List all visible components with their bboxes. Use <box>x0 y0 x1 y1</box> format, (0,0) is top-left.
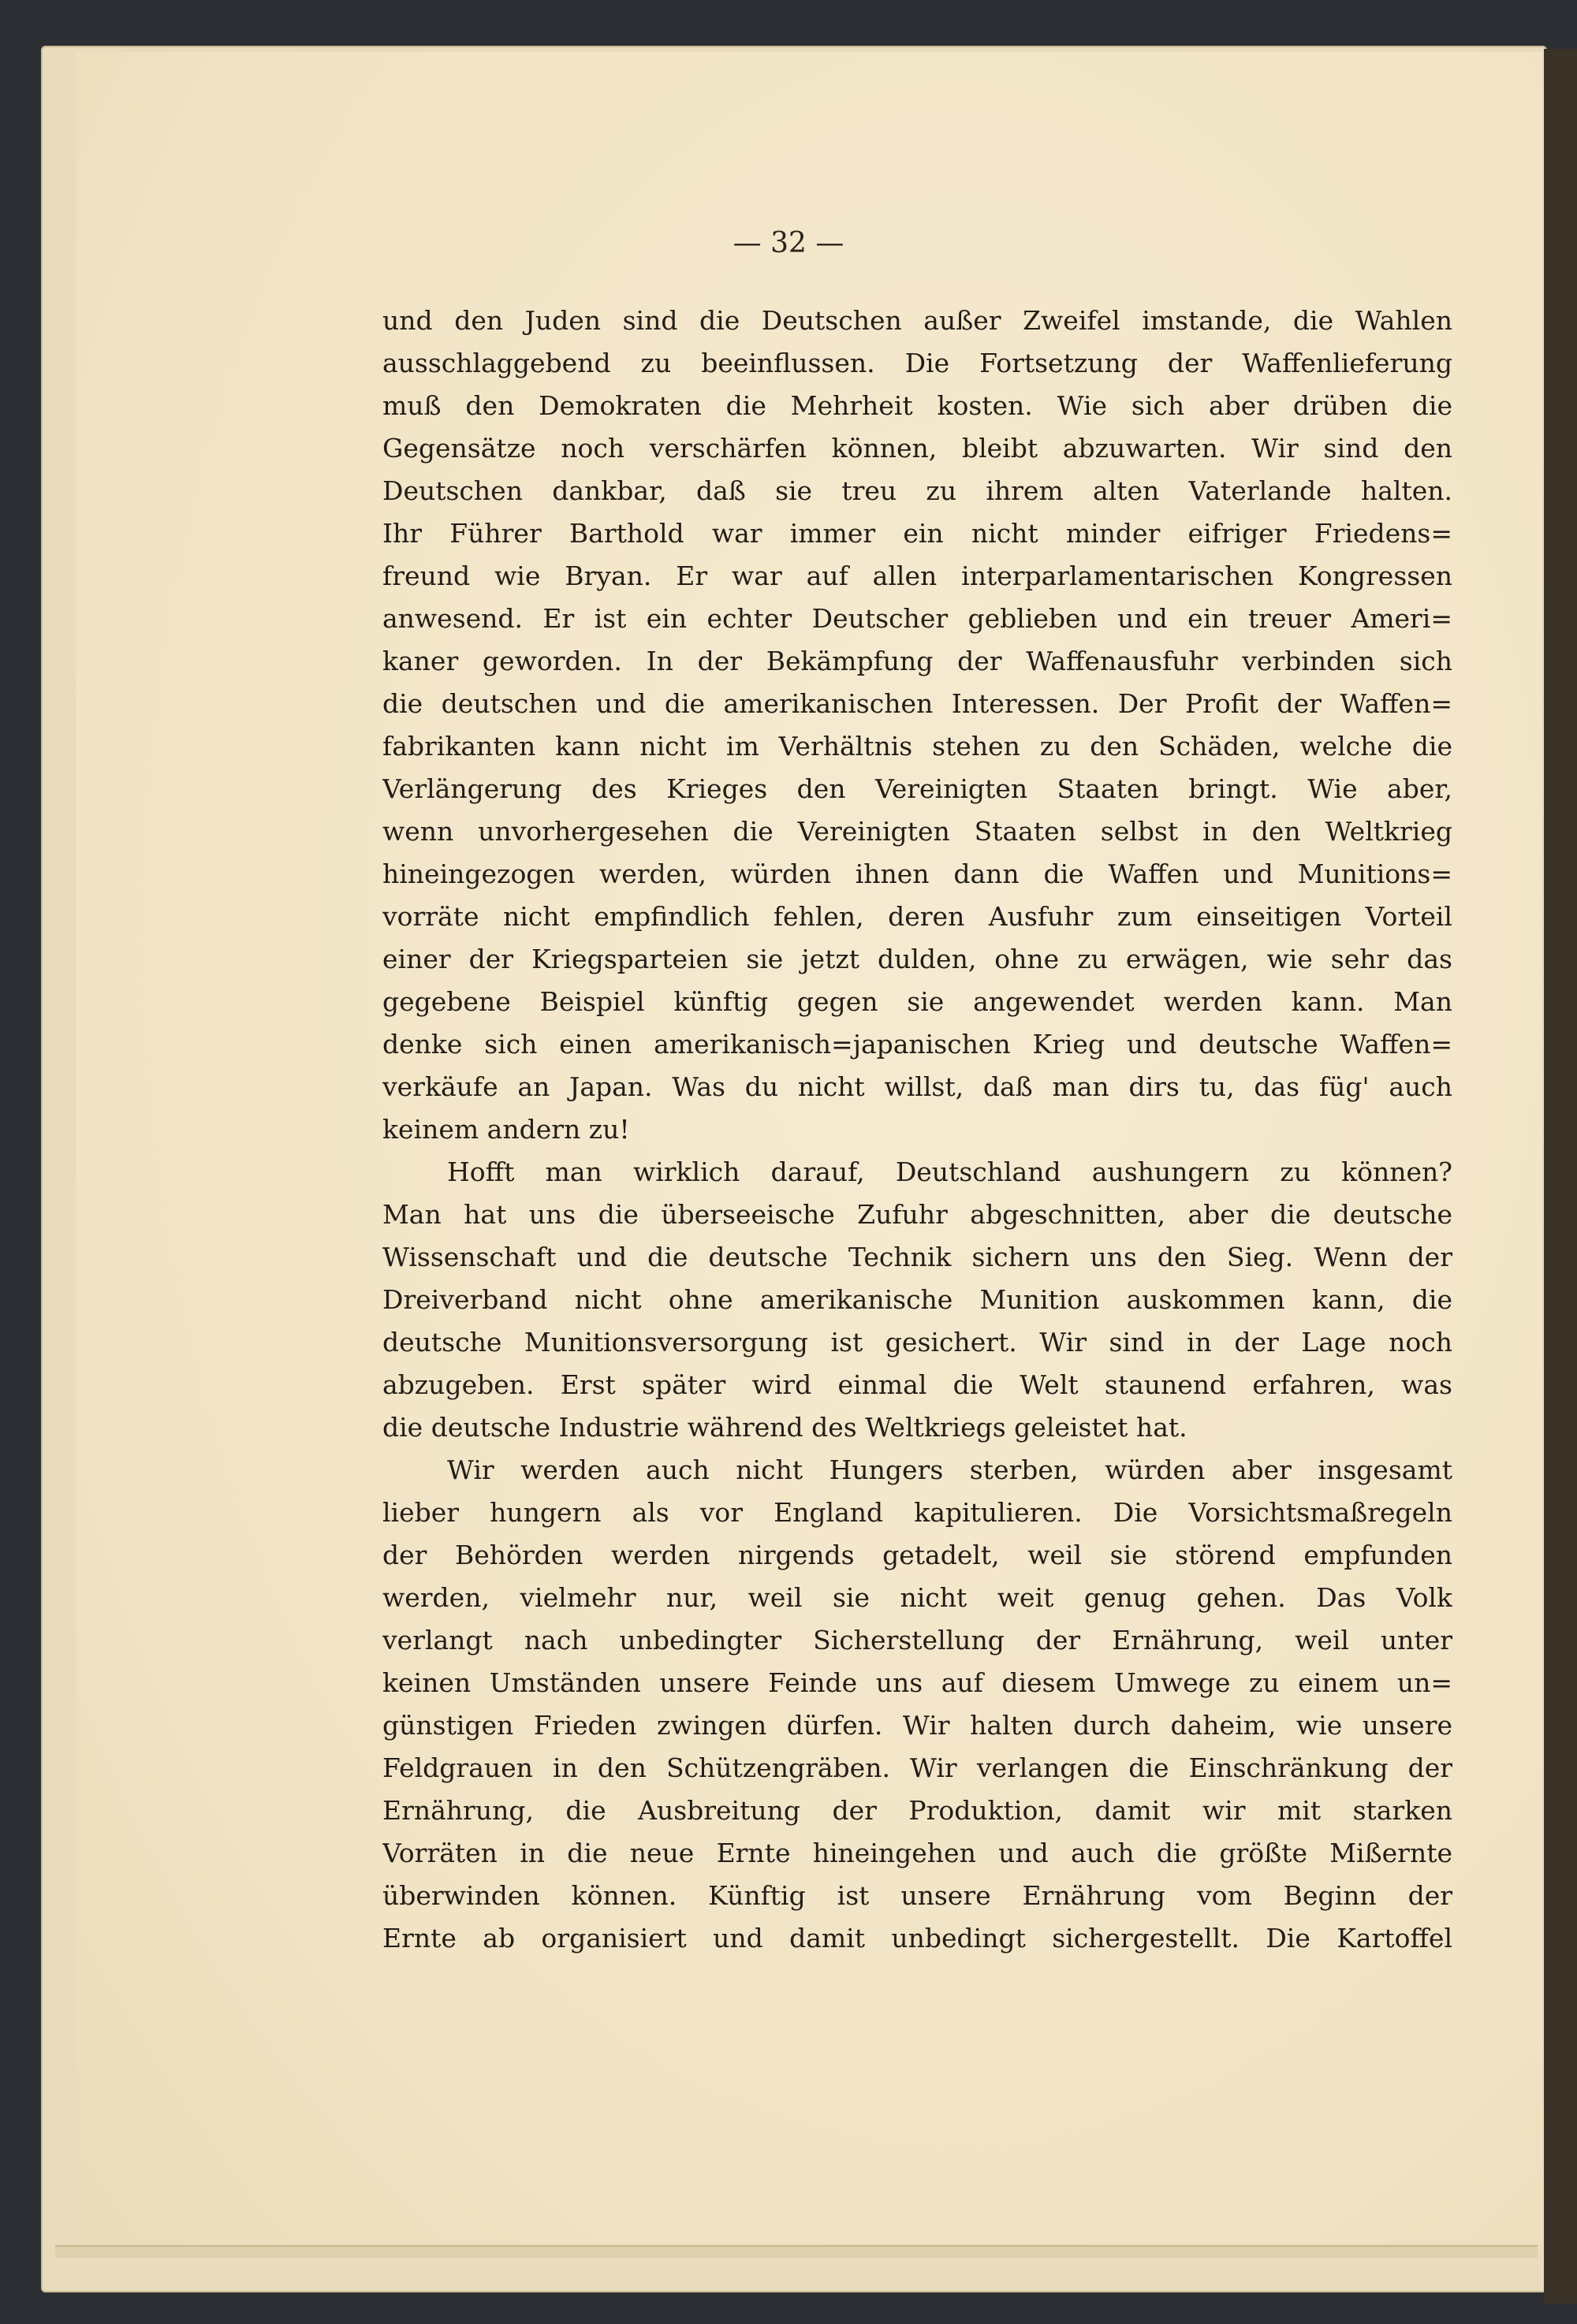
text-line: denke sich einen amerikanisch=japanischen Krieg und deutsche Waffen= <box>382 1029 1452 1060</box>
text-line: keinem andern zu! <box>382 1114 630 1145</box>
text-line: die deutsche Industrie während des Weltkriegs geleistet hat. <box>382 1412 1187 1443</box>
text-line: verkäufe an Japan. Was du nicht willst, daß man dirs tu, das füg' auch <box>382 1071 1452 1102</box>
text-line: Feldgrauen in den Schützengräben. Wir verlangen die Einschränkung der <box>382 1752 1452 1783</box>
book-spine-edge <box>1544 49 1577 2304</box>
text-line: vorräte nicht empfindlich fehlen, deren Ausfuhr zum einseitigen Vorteil <box>382 901 1452 932</box>
text-line: hineingezogen werden, würden ihnen dann die Waffen und Munitions= <box>382 858 1452 889</box>
text-line: Hofft man wirklich darauf, Deutschland aushungern zu können? <box>447 1156 1452 1187</box>
text-line: Verlängerung des Krieges den Vereinigten Staaten bringt. Wie aber, <box>382 773 1452 804</box>
text-line: deutsche Munitionsversorgung ist gesichert. Wir sind in der Lage noch <box>382 1327 1452 1358</box>
text-line: Ernährung, die Ausbreitung der Produktion, damit wir mit starken <box>382 1795 1452 1826</box>
text-line: lieber hungern als vor England kapitulieren. Die Vorsichtsmaßregeln <box>382 1497 1452 1528</box>
page-number: — 32 — <box>733 227 844 259</box>
text-line: Man hat uns die überseeische Zufuhr abgeschnitten, aber die deutsche <box>382 1199 1452 1230</box>
body-text <box>382 300 1452 1960</box>
text-line: Wir werden auch nicht Hungers sterben, würden aber insgesamt <box>447 1454 1452 1485</box>
text-line: werden, vielmehr nur, weil sie nicht weit genug gehen. Das Volk <box>382 1582 1452 1613</box>
text-line: Ernte ab organisiert und damit unbedingt sichergestellt. Die Kartoffel <box>382 1923 1452 1953</box>
text-line: anwesend. Er ist ein echter Deutscher geblieben und ein treuer Ameri= <box>382 603 1452 634</box>
text-line: und den Juden sind die Deutschen außer Zweifel imstande, die Wahlen <box>382 305 1452 336</box>
page-bottom-edge <box>55 2245 1538 2258</box>
text-line: die deutschen und die amerikanischen Interessen. Der Profit der Waffen= <box>382 688 1452 719</box>
text-line: Wissenschaft und die deutsche Technik sichern uns den Sieg. Wenn der <box>382 1242 1452 1272</box>
text-line: muß den Demokraten die Mehrheit kosten. Wie sich aber drüben die <box>382 390 1452 421</box>
text-line: günstigen Frieden zwingen dürfen. Wir halten durch daheim, wie unsere <box>382 1710 1452 1741</box>
text-line: Gegensätze noch verschärfen können, bleibt abzuwarten. Wir sind den <box>382 433 1452 464</box>
text-line: wenn unvorhergesehen die Vereinigten Staaten selbst in den Weltkrieg <box>382 816 1452 847</box>
text-line: einer der Kriegsparteien sie jetzt dulden, ohne zu erwägen, wie sehr das <box>382 944 1452 974</box>
text-line: Ihr Führer Barthold war immer ein nicht minder eifriger Friedens= <box>382 518 1452 549</box>
text-line: Deutschen dankbar, daß sie treu zu ihrem alten Vaterlande halten. <box>382 475 1452 506</box>
text-line: fabrikanten kann nicht im Verhältnis stehen zu den Schäden, welche die <box>382 731 1452 762</box>
text-line: überwinden können. Künftig ist unsere Ernährung vom Beginn der <box>382 1880 1452 1911</box>
text-line: verlangt nach unbedingter Sicherstellung der Ernährung, weil unter <box>382 1625 1452 1655</box>
text-line: freund wie Bryan. Er war auf allen interparlamentarischen Kongressen <box>382 561 1452 591</box>
text-line: der Behörden werden nirgends getadelt, weil sie störend empfunden <box>382 1540 1452 1570</box>
text-line: keinen Umständen unsere Feinde uns auf diesem Umwege zu einem un= <box>382 1667 1452 1698</box>
text-line: abzugeben. Erst später wird einmal die Welt staunend erfahren, was <box>382 1369 1452 1400</box>
text-line: kaner geworden. In der Bekämpfung der Waffenausfuhr verbinden sich <box>382 646 1452 676</box>
text-line: gegebene Beispiel künftig gegen sie angewendet werden kann. Man <box>382 986 1452 1017</box>
text-line: Vorräten in die neue Ernte hineingehen und auch die größte Mißernte <box>382 1838 1452 1868</box>
text-line: ausschlaggebend zu beeinflussen. Die Fortsetzung der Waffenlieferung <box>382 348 1452 378</box>
text-line: Dreiverband nicht ohne amerikanische Munition auskommen kann, die <box>382 1284 1452 1315</box>
